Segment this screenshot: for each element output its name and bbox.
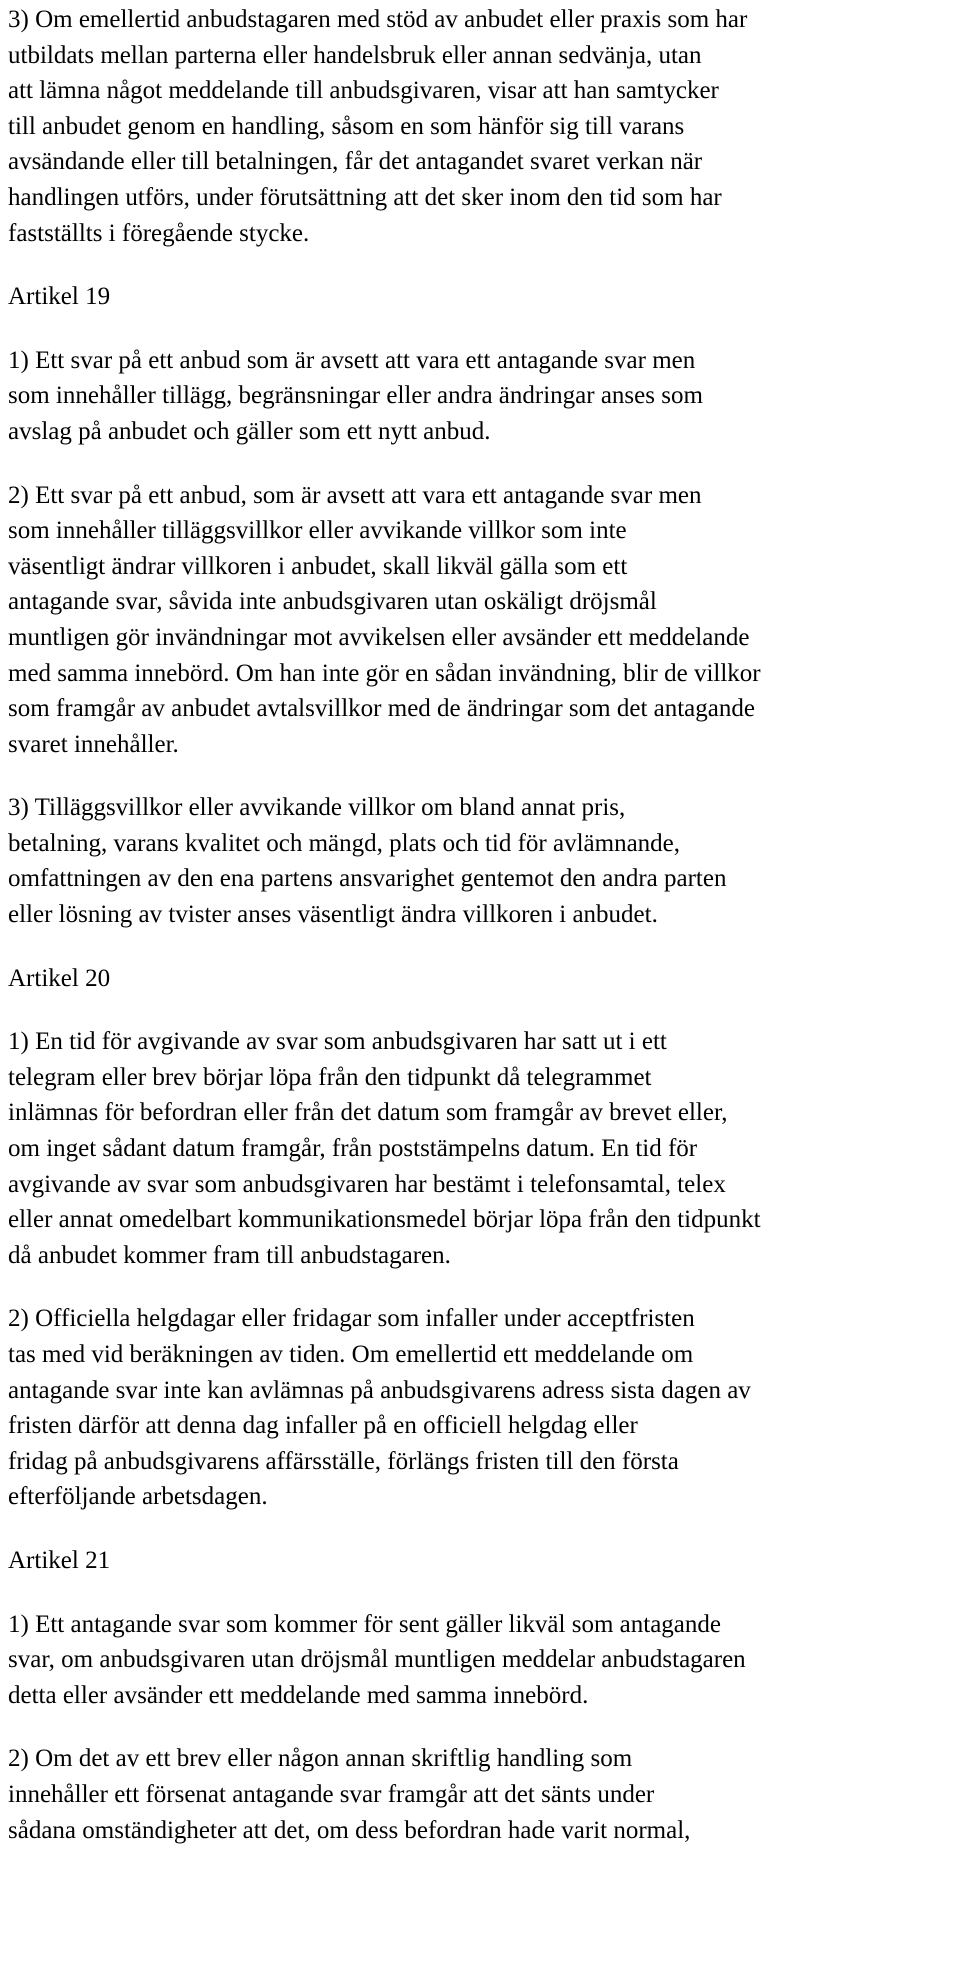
paragraph-line: 2) Officiella helgdagar eller fridagar som infaller under acceptfristen — [8, 1305, 695, 1333]
paragraph — [8, 1741, 956, 1848]
paragraph-line: omfattningen av den ena partens ansvarighet gentemot den andra parten — [8, 865, 727, 893]
paragraph-line: att lämna något meddelande till anbudsgivaren, visar att han samtycker — [8, 77, 719, 105]
paragraph-line: antagande svar inte kan avlämnas på anbudsgivarens adress sista dagen av — [8, 1376, 751, 1404]
paragraph-line: eller annat omedelbart kommunikationsmedel börjar löpa från den tidpunkt — [8, 1206, 761, 1234]
paragraph-line: till anbudet genom en handling, såsom en som hänför sig till varans — [8, 112, 685, 140]
paragraph-line: då anbudet kommer fram till anbudstagaren. — [8, 1241, 451, 1269]
paragraph-line: muntligen gör invändningar mot avvikelsen eller avsänder ett meddelande — [8, 623, 750, 651]
paragraph-line: svar, om anbudsgivaren utan dröjsmål muntligen meddelar anbudstagaren — [8, 1646, 746, 1674]
block-spacer — [8, 933, 956, 961]
paragraph-line: handlingen utförs, under förutsättning att det sker inom den tid som har — [8, 183, 722, 211]
block-spacer — [8, 1713, 956, 1741]
paragraph-line: 2) Om det av ett brev eller någon annan skriftlig handling som — [8, 1745, 633, 1773]
heading-text: Artikel 19 — [8, 283, 111, 311]
paragraph-line: svaret innehåller. — [8, 730, 179, 758]
block-spacer — [8, 1273, 956, 1301]
paragraph-line: 2) Ett svar på ett anbud, som är avsett att vara ett antagande svar men — [8, 481, 702, 509]
paragraph-line: innehåller ett försenat antagande svar framgår att det sänts under — [8, 1780, 655, 1808]
paragraph-line: om inget sådant datum framgår, från poststämpelns datum. En tid för — [8, 1135, 698, 1163]
document-body — [8, 0, 956, 1848]
paragraph-line: med samma innebörd. Om han inte gör en sådan invändning, blir de villkor — [8, 659, 761, 687]
paragraph-line: väsentligt ändrar villkoren i anbudet, skall likväl gälla som ett — [8, 552, 628, 580]
paragraph — [8, 1607, 956, 1714]
paragraph-line: fridag på anbudsgivarens affärsställe, förlängs fristen till den första — [8, 1447, 679, 1475]
paragraph — [8, 343, 956, 450]
paragraph-line: 3) Om emellertid anbudstagaren med stöd av anbudet eller praxis som har — [8, 6, 748, 33]
paragraph-line: inlämnas för befordran eller från det datum som framgår av brevet eller, — [8, 1099, 728, 1127]
block-spacer — [8, 996, 956, 1024]
paragraph-line: fastställts i föregående stycke. — [8, 219, 310, 247]
paragraph — [8, 1024, 956, 1273]
paragraph-line: detta eller avsänder ett meddelande med samma innebörd. — [8, 1681, 589, 1709]
paragraph-line: avsändande eller till betalningen, får det antagandet svaret verkan när — [8, 148, 703, 176]
block-spacer — [8, 251, 956, 279]
paragraph-line: 1) Ett antagande svar som kommer för sent gäller likväl som antagande — [8, 1610, 721, 1638]
paragraph-line: eller lösning av tvister anses väsentligt ändra villkoren i anbudet. — [8, 901, 658, 929]
block-spacer — [8, 315, 956, 343]
paragraph-line: utbildats mellan parterna eller handelsbruk eller annan sedvänja, utan — [8, 41, 702, 69]
block-spacer — [8, 1515, 956, 1543]
block-spacer — [8, 762, 956, 790]
paragraph-line: telegram eller brev börjar löpa från den tidpunkt då telegrammet — [8, 1063, 652, 1091]
paragraph — [8, 1301, 956, 1515]
article-heading — [8, 1543, 956, 1579]
paragraph-line: avslag på anbudet och gäller som ett nytt anbud. — [8, 417, 491, 445]
paragraph-line: som framgår av anbudet avtalsvillkor med de ändringar som det antagande — [8, 695, 755, 723]
paragraph-line: 1) Ett svar på ett anbud som är avsett att vara ett antagande svar men — [8, 346, 696, 374]
paragraph-line: avgivande av svar som anbudsgivaren har bestämt i telefonsamtal, telex — [8, 1170, 726, 1198]
paragraph-line: efterföljande arbetsdagen. — [8, 1483, 268, 1511]
block-spacer — [8, 1579, 956, 1607]
paragraph-line: 3) Tilläggsvillkor eller avvikande villkor om bland annat pris, — [8, 794, 626, 822]
paragraph-line: sådana omständigheter att det, om dess befordran hade varit normal, — [8, 1816, 691, 1844]
paragraph — [8, 478, 956, 763]
paragraph-line: fristen därför att denna dag infaller på en officiell helgdag eller — [8, 1412, 638, 1440]
paragraph-line: tas med vid beräkningen av tiden. Om emellertid ett meddelande om — [8, 1341, 694, 1368]
paragraph-line: betalning, varans kvalitet och mängd, plats och tid för avlämnande, — [8, 829, 681, 857]
paragraph — [8, 2, 956, 251]
paragraph-line: antagande svar, såvida inte anbudsgivaren utan oskäligt dröjsmål — [8, 588, 657, 616]
paragraph-line: 1) En tid för avgivande av svar som anbudsgivaren har satt ut i ett — [8, 1028, 667, 1056]
paragraph — [8, 790, 956, 932]
heading-text: Artikel 21 — [8, 1546, 111, 1574]
paragraph-line: som innehåller tilläggsvillkor eller avvikande villkor som inte — [8, 517, 627, 545]
heading-text: Artikel 20 — [8, 964, 111, 992]
article-heading — [8, 961, 956, 997]
article-heading — [8, 279, 956, 315]
paragraph-line: som innehåller tillägg, begränsningar eller andra ändringar anses som — [8, 382, 703, 410]
block-spacer — [8, 450, 956, 478]
